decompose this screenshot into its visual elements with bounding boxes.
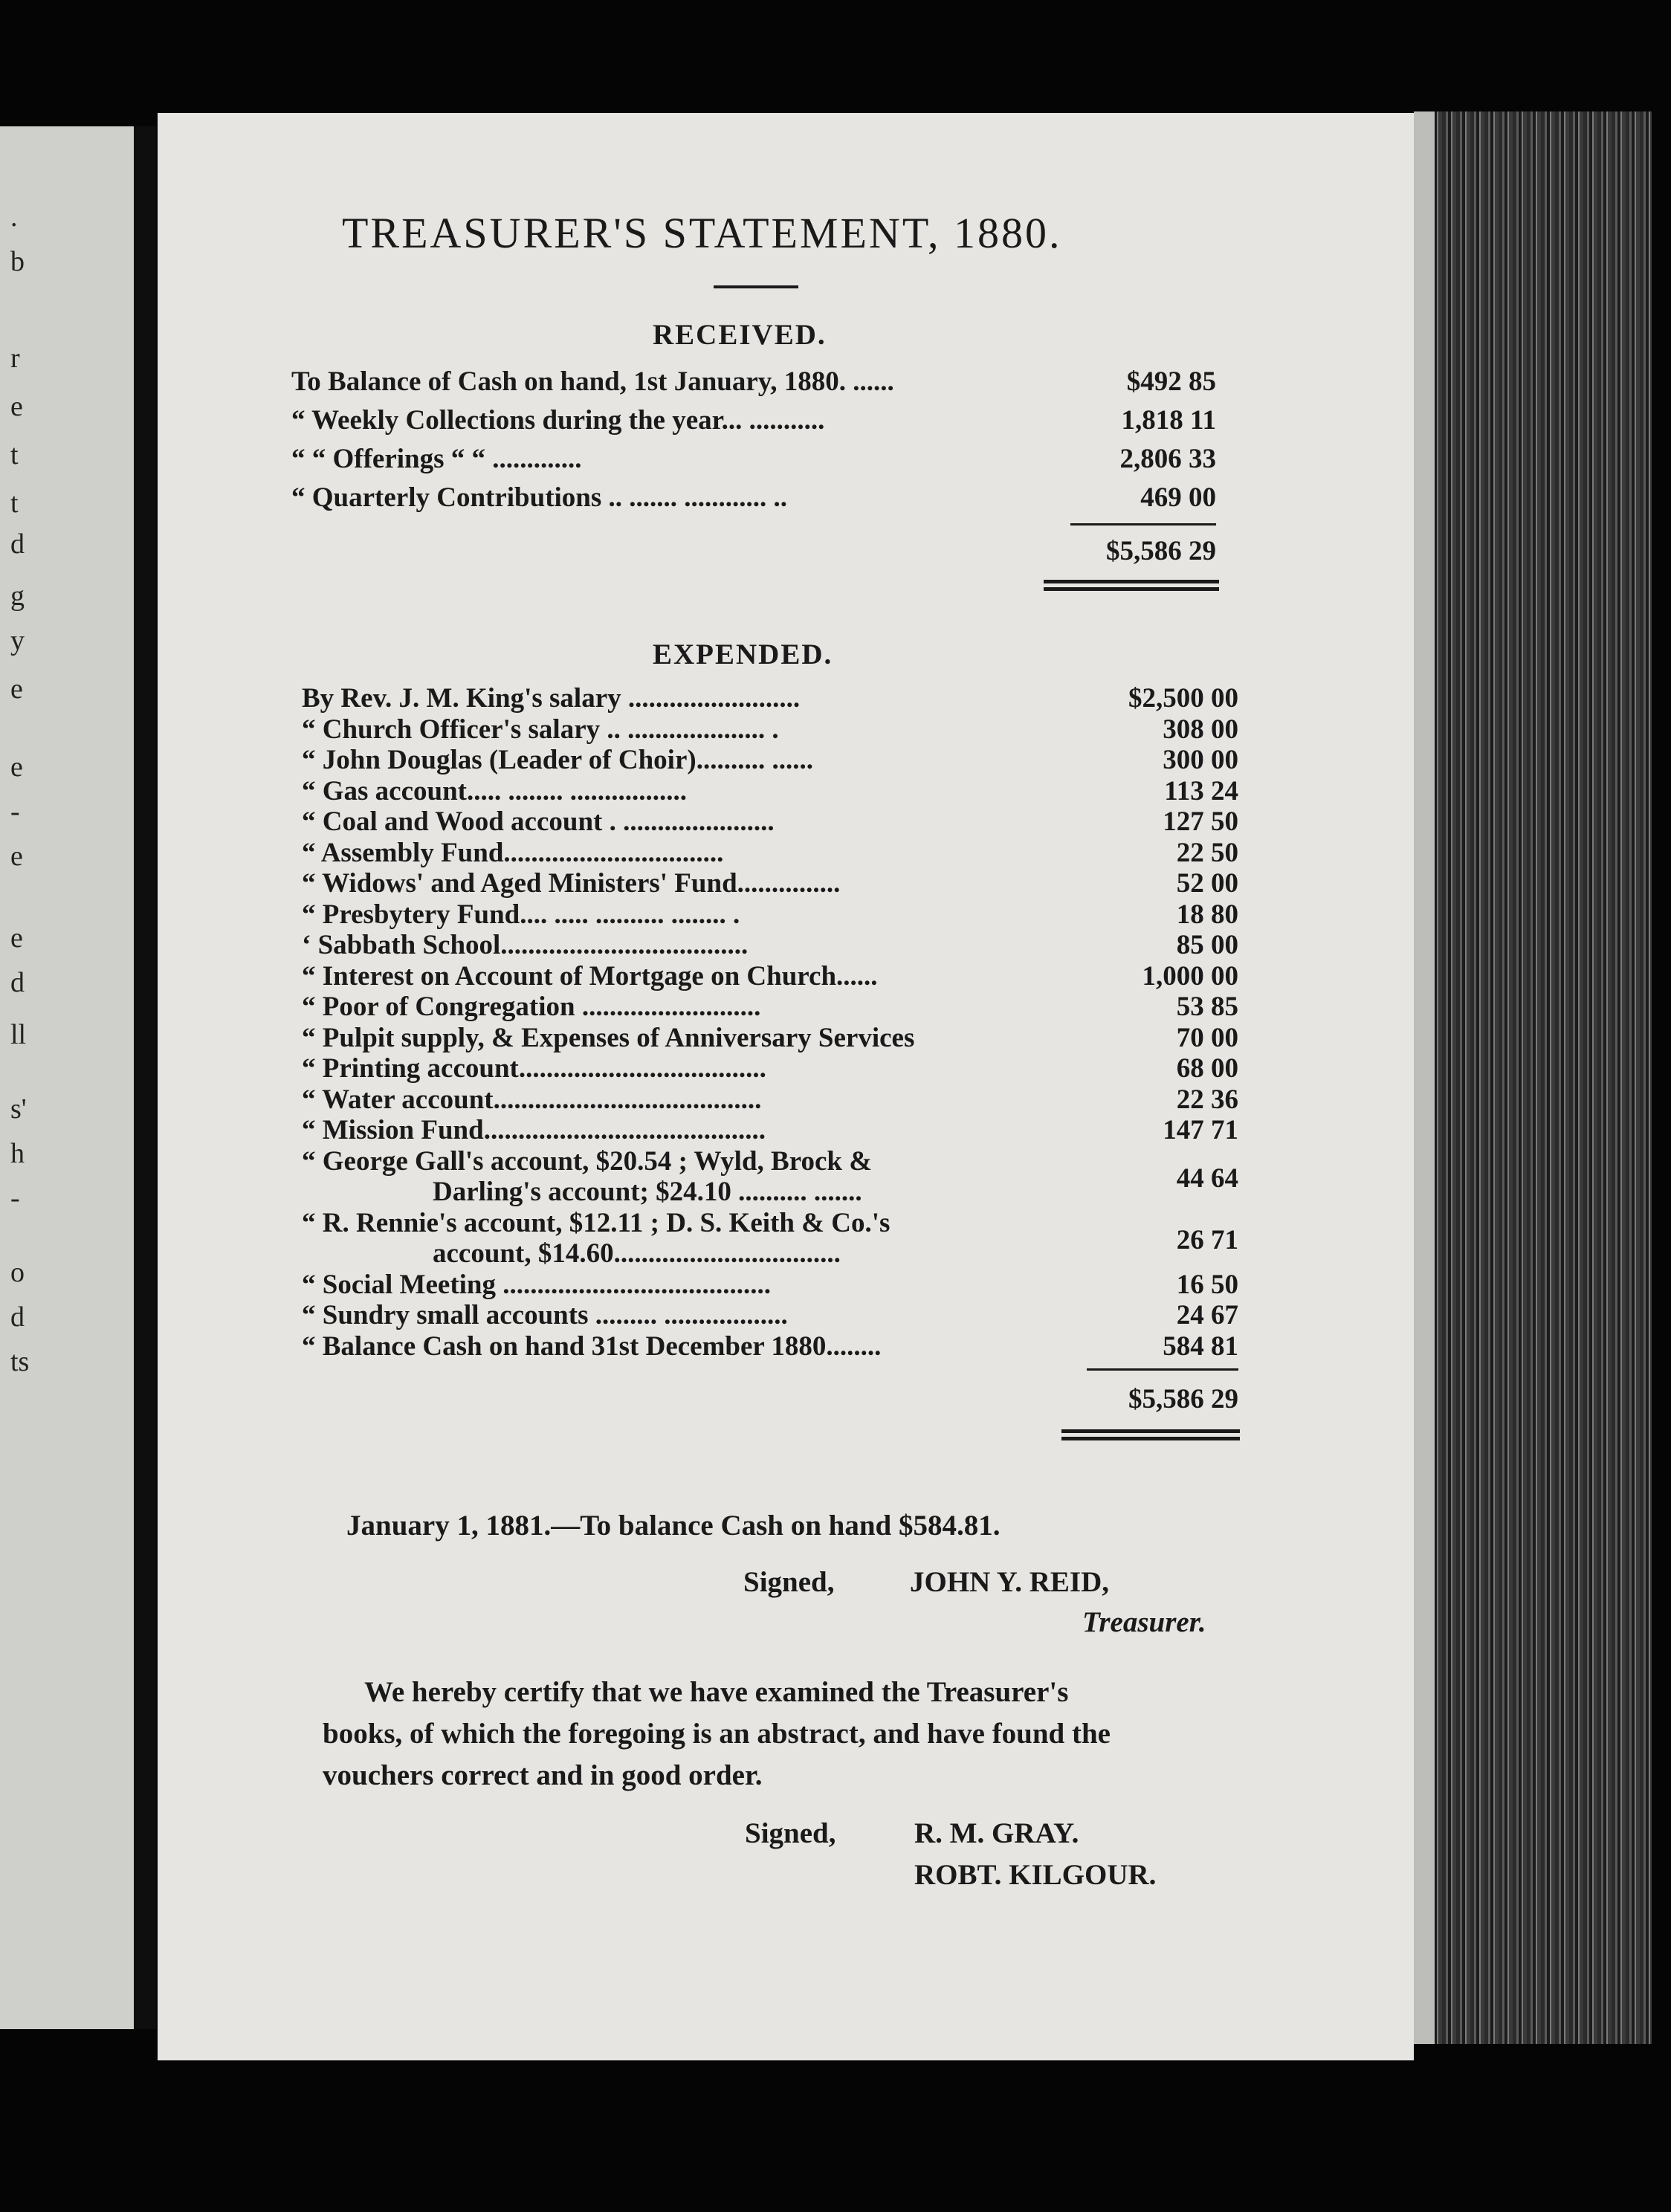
row-label: “ Sundry small accounts ......... ..................: [302, 1300, 788, 1330]
received-row: [291, 404, 1216, 443]
row-amount: 18 80: [1176, 899, 1238, 930]
auditors-signed-label: Signed,: [745, 1817, 836, 1849]
expended-row: [302, 899, 1238, 930]
total-amount: $5,586 29: [1106, 536, 1216, 566]
row-label: “ Presbytery Fund.... ..... .......... ........ .: [302, 899, 740, 930]
row-amount: 26 71: [1176, 1224, 1238, 1255]
facing-page-text-fragment: ll: [10, 1019, 27, 1050]
row-label-continued: account, $14.60.................................: [433, 1238, 841, 1269]
double-rule: [1044, 587, 1219, 591]
row-amount: 300 00: [1163, 745, 1238, 775]
row-label: “ Pulpit supply, & Expenses of Anniversary Services: [302, 1022, 915, 1053]
double-rule: [1044, 580, 1219, 583]
row-label: “ Gas account..... ........ .................: [302, 775, 687, 806]
expended-row: [302, 1114, 1238, 1145]
expended-row: [302, 1022, 1238, 1053]
row-amount: 44 64: [1176, 1162, 1238, 1194]
facing-page-text-fragment: d: [10, 967, 25, 998]
expended-row: [302, 775, 1238, 806]
facing-page-text-fragment: e: [10, 673, 23, 705]
expended-row: [302, 867, 1238, 899]
received-row: [291, 366, 1216, 404]
row-amount: 147 71: [1163, 1115, 1238, 1145]
expended-row: [302, 1299, 1238, 1330]
double-rule: [1061, 1429, 1240, 1433]
facing-page-text-fragment: h: [10, 1138, 25, 1169]
facing-page-text-fragment: d: [10, 528, 25, 560]
row-amount: 22 36: [1176, 1084, 1238, 1115]
certify-line-1: We hereby certify that we have examined the Treasurer's: [364, 1676, 1069, 1708]
expended-row: [302, 806, 1238, 837]
facing-page-text-fragment: e: [10, 751, 23, 783]
row-label: “ Assembly Fund................................: [302, 837, 724, 868]
expended-row: [302, 1269, 1238, 1300]
expended-row: [302, 1207, 1238, 1269]
row-label: “ Interest on Account of Mortgage on Church......: [302, 960, 878, 992]
facing-page-text-fragment: r: [10, 343, 20, 374]
row-label: “ Weekly Collections during the year... ...........: [291, 405, 825, 436]
row-amount: 53 85: [1176, 992, 1238, 1022]
row-amount: 584 81: [1163, 1330, 1238, 1362]
row-label: “ Mission Fund.........................................: [302, 1115, 766, 1145]
expended-row: [302, 929, 1238, 960]
row-label: By Rev. J. M. King's salary .........................: [302, 683, 801, 714]
facing-page-text-fragment: -: [10, 796, 20, 827]
treasurer-signed-label: Signed,: [743, 1566, 835, 1598]
double-rule: [1061, 1437, 1240, 1440]
facing-page-text-fragment: t: [10, 488, 19, 519]
row-amount: 52 00: [1176, 868, 1238, 899]
row-label: “ Widows' and Aged Ministers' Fund...............: [302, 868, 841, 899]
row-label: “ “ Offerings “ “ .............: [291, 444, 582, 474]
facing-page-text-fragment: ts: [10, 1346, 30, 1377]
facing-page-text-fragment: o: [10, 1257, 25, 1288]
row-amount: 1,818 11: [1121, 405, 1216, 436]
balance-note: January 1, 1881.—To balance Cash on hand $584.81.: [346, 1510, 1001, 1542]
row-amount: 16 50: [1176, 1269, 1238, 1300]
expended-row: [302, 991, 1238, 1022]
expended-row: [302, 682, 1238, 714]
facing-page-text-fragment: e: [10, 391, 23, 422]
auditor-name-1: R. M. GRAY.: [914, 1817, 1079, 1849]
facing-page-text-fragment: g: [10, 581, 25, 612]
certify-line-2: books, of which the foregoing is an abstract, and have found the: [323, 1718, 1111, 1750]
expended-heading: EXPENDED.: [653, 638, 833, 670]
facing-page-text-fragment: y: [10, 625, 25, 656]
row-label: “ George Gall's account, $20.54 ; Wyld, Brock &: [302, 1145, 873, 1177]
row-label-continued: Darling's account; $24.10 .......... .......: [433, 1177, 862, 1207]
expended-row: [302, 1084, 1238, 1115]
expended-row: [302, 744, 1238, 775]
row-amount: 1,000 00: [1142, 960, 1238, 992]
title-rule: [714, 285, 798, 288]
facing-page-edge: [0, 126, 149, 2029]
facing-page-text-fragment: .: [10, 201, 18, 233]
facing-page-text-fragment: d: [10, 1301, 25, 1333]
received-heading: RECEIVED.: [653, 319, 827, 351]
auditor-name-2: ROBT. KILGOUR.: [914, 1859, 1157, 1891]
row-label: “ Church Officer's salary .. .................... .: [302, 714, 779, 745]
treasurer-title: Treasurer.: [1082, 1606, 1206, 1638]
row-amount: 68 00: [1176, 1053, 1238, 1084]
expended-row: [302, 1145, 1238, 1207]
row-label: To Balance of Cash on hand, 1st January, 1880. ......: [291, 366, 894, 397]
row-amount: 113 24: [1164, 775, 1238, 806]
subtotal-rule: [1070, 523, 1216, 525]
expended-row: [302, 714, 1238, 745]
row-amount: 2,806 33: [1119, 444, 1216, 474]
facing-page-text-fragment: b: [10, 246, 25, 277]
received-row: [291, 482, 1216, 520]
facing-page-text-fragment: -: [10, 1183, 20, 1214]
facing-page-text-fragment: e: [10, 841, 23, 872]
facing-page-text-fragment: e: [10, 922, 23, 954]
row-label: “ John Douglas (Leader of Choir).......... ......: [302, 745, 813, 775]
subtotal-rule: [1087, 1368, 1238, 1371]
treasurer-name: JOHN Y. REID,: [910, 1566, 1109, 1598]
row-amount: $492 85: [1126, 366, 1216, 397]
row-label: “ Water account.......................................: [302, 1084, 762, 1115]
row-amount: 85 00: [1176, 930, 1238, 960]
expended-row: [302, 960, 1238, 992]
row-label: “ Printing account....................................: [302, 1053, 766, 1084]
row-label: “ Balance Cash on hand 31st December 1880........: [302, 1330, 882, 1362]
row-label: “ R. Rennie's account, $12.11 ; D. S. Keith & Co.'s: [302, 1207, 891, 1238]
row-amount: $2,500 00: [1128, 683, 1238, 714]
facing-page-text-fragment: s': [10, 1093, 27, 1125]
row-label: “ Social Meeting .......................................: [302, 1269, 772, 1300]
expended-row: [302, 837, 1238, 868]
row-amount: 22 50: [1176, 837, 1238, 868]
row-label: “ Poor of Congregation ..........................: [302, 992, 761, 1022]
row-amount: 24 67: [1176, 1300, 1238, 1330]
page-title: TREASURER'S STATEMENT, 1880.: [342, 209, 1062, 257]
total-amount: $5,586 29: [1128, 1384, 1238, 1414]
expended-row: [302, 1330, 1238, 1362]
row-label: “ Coal and Wood account . ......................: [302, 806, 775, 837]
facing-page-text-fragment: t: [10, 439, 19, 470]
row-amount: 469 00: [1140, 482, 1216, 513]
certify-line-3: vouchers correct and in good order.: [323, 1759, 763, 1791]
page-edges: [1414, 111, 1652, 2044]
row-amount: 308 00: [1163, 714, 1238, 745]
row-amount: 127 50: [1163, 806, 1238, 837]
row-label: ‘ Sabbath School....................................: [302, 930, 749, 960]
book-gutter: [134, 126, 156, 2029]
expended-row: [302, 1052, 1238, 1084]
received-row: [291, 443, 1216, 482]
row-amount: 70 00: [1176, 1022, 1238, 1053]
row-label: “ Quarterly Contributions .. ....... ............ ..: [291, 482, 788, 513]
